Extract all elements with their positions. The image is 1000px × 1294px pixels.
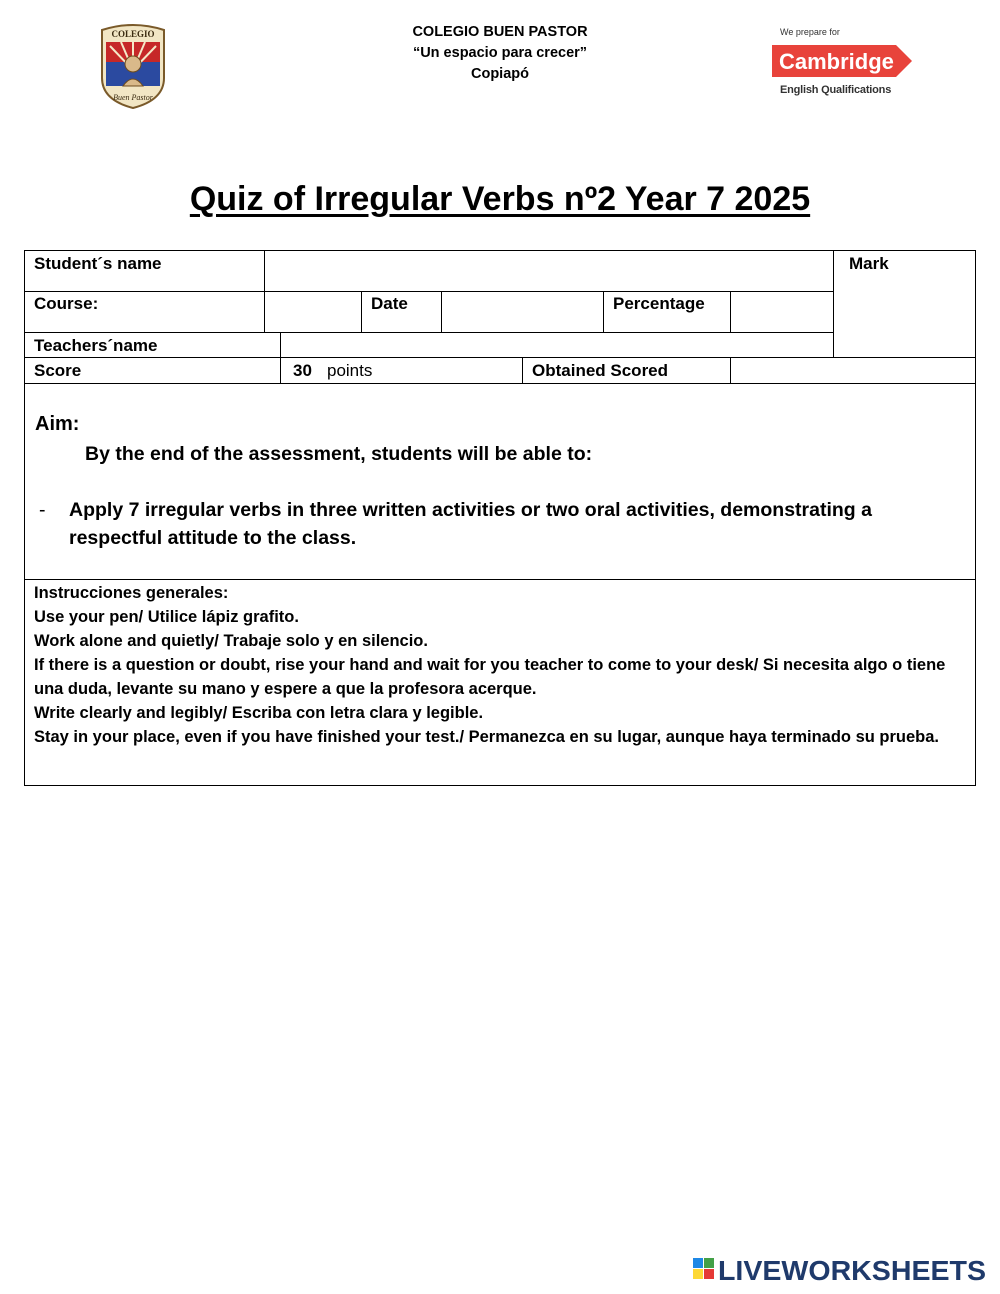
aim-bullet: -: [39, 499, 46, 521]
instruction-line: If there is a question or doubt, rise your hand and wait for you teacher to come to your desk/ Si necesita algo o tiene una duda, levante su mano y espere a que la profesora acerque.: [34, 656, 946, 698]
student-name-field[interactable]: [264, 250, 834, 292]
student-name-label-cell: [24, 250, 265, 292]
instruction-line: Write clearly and legibly/ Escriba con letra clara y legible.: [34, 704, 484, 722]
aim-intro: By the end of the assessment, students will be able to:: [85, 443, 593, 465]
instruction-line: Stay in your place, even if you have finished your test./ Permanezca en su lugar, aunque haya terminado su prueba.: [34, 728, 940, 746]
aim-item: Apply 7 irregular verbs in three written activities or two oral activities, demonstrating a respectful attitude to the class.: [69, 499, 872, 549]
teacher-label-cell: [24, 332, 281, 358]
school-motto: “Un espacio para crecer”: [412, 45, 588, 61]
school-name: COLEGIO BUEN PASTOR: [412, 24, 588, 40]
liveworksheets-brand: LIVEWORKSHEETS: [718, 1255, 986, 1286]
course-label: Course:: [34, 294, 99, 313]
instructions-heading: Instrucciones generales:: [34, 584, 229, 602]
page-title: Quiz of Irregular Verbs nº2 Year 7 2025: [189, 180, 811, 218]
score-unit: points: [327, 361, 373, 380]
course-field[interactable]: [264, 291, 362, 333]
obtained-label: Obtained Scored: [532, 361, 669, 380]
percentage-field[interactable]: [730, 291, 834, 333]
cambridge-sub-text: English Qualifications: [780, 84, 892, 96]
obtained-score-field[interactable]: [730, 357, 976, 384]
teacher-label: Teachers´name: [34, 336, 158, 355]
obtained-label-cell: [522, 357, 731, 384]
cambridge-brand: Cambridge: [779, 49, 894, 74]
school-crest-logo: [96, 20, 170, 110]
date-label: Date: [371, 294, 408, 313]
score-total-cell: [280, 357, 523, 384]
instructions-text: [34, 581, 964, 749]
mark-label: Mark: [849, 254, 889, 273]
aim-heading: Aim:: [35, 413, 80, 435]
date-label-cell: [361, 291, 442, 333]
course-label-cell: [24, 291, 265, 333]
instruction-line: Work alone and quietly/ Trabaje solo y en silencio.: [34, 632, 428, 650]
liveworksheets-logo: [690, 1252, 990, 1286]
cambridge-logo: [772, 27, 922, 101]
score-value: 30: [293, 361, 312, 380]
school-city: Copiapó: [471, 66, 529, 82]
student-name-label: Student´s name: [34, 254, 162, 273]
score-label-cell: [24, 357, 281, 384]
percentage-label-cell: [603, 291, 731, 333]
teacher-name-field[interactable]: [280, 332, 834, 358]
percentage-label: Percentage: [613, 294, 705, 313]
aim-section: [24, 383, 976, 580]
crest-text-bottom: Buen Pastor: [113, 93, 153, 102]
mark-field[interactable]: [833, 250, 976, 358]
date-field[interactable]: [441, 291, 604, 333]
cambridge-small-text: We prepare for: [780, 27, 840, 37]
crest-text-top: COLEGIO: [111, 29, 155, 39]
instruction-line: Use your pen/ Utilice lápiz grafito.: [34, 608, 299, 626]
score-label: Score: [34, 361, 82, 380]
